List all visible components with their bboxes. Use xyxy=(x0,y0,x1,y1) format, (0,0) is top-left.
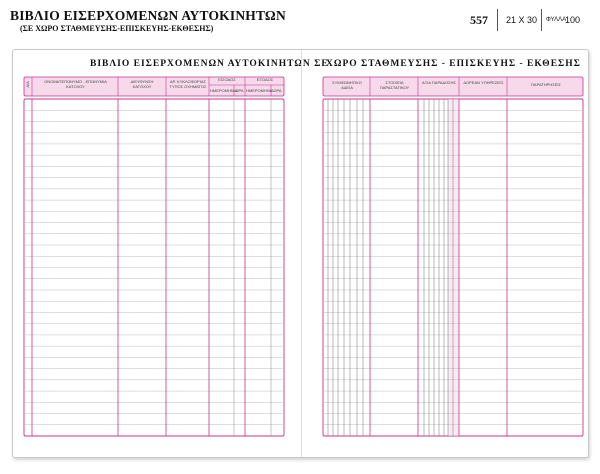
column-header-notes: ΠΑΡΑΤΗΡΗΣΕΙΣ xyxy=(531,82,561,87)
sheets-label: ΦΥΛΛΑ xyxy=(546,17,567,23)
column-header-entry: ΕΙΣΟΔΟΣ xyxy=(218,77,236,82)
column-header-owner: ΟΝΟΜΑΤΕΠΩΝΥΜΟ - ΕΠΩΝΥΜΙΑ ΚΑΤΟΧΟΥ xyxy=(44,79,107,89)
column-header-entry-date: ΗΜΕΡΟΜΗΝΙΑ xyxy=(210,88,238,93)
column-header-document: ΣΥΜΦΩΝΗΤΙΚΟ ΑΔΕΙΑ xyxy=(332,80,362,90)
right-page-grid xyxy=(302,50,589,457)
right-page xyxy=(301,50,589,457)
product-code: 557 xyxy=(470,13,488,27)
column-header-exit-time: ΩΡΑ xyxy=(273,88,282,93)
column-header-receipt: ΣΤΟΙΧΕΙΑ ΠΑΡΑΣΤΑΤΙΚΟΥ xyxy=(379,80,410,90)
left-page-title: ΒΙΒΛΙΟ ΕΙΣΕΡΧΟΜΕΝΩΝ ΑΥΤΟΚΙΝΗΤΩΝ ΣΕ xyxy=(90,59,329,69)
right-page-title: ΧΩΡΟ ΣΤΑΘΜΕΥΣΗΣ - ΕΠΙΣΚΕΥΗΣ - ΕΚΘΕΣΗΣ xyxy=(326,59,581,69)
left-page xyxy=(13,50,329,457)
column-header-address: ΔΙΕΥΘΥΝΣΗ ΚΑΤΟΧΟΥ xyxy=(130,79,154,89)
column-header-services: ΔΟΡΕΑΝ ΥΠΗΡΕΣΙΕΣ xyxy=(463,80,504,85)
left-page-grid xyxy=(13,50,300,457)
column-header-amount: ΑΞΙΑ ΠΑΡΑΔΟΣΗΣ xyxy=(421,80,457,85)
column-header-exit: ΕΞΟΔΟΣ xyxy=(256,77,274,82)
divider xyxy=(497,9,498,31)
divider xyxy=(541,9,542,31)
column-header-plate: ΑΡ. ΚΥΚΛΟΦΟΡΙΑΣ ΤΥΠΟΣ ΟΧΗΜΑΤΟΣ xyxy=(169,79,207,89)
open-book xyxy=(12,49,589,458)
column-header-entry-time: ΩΡΑ xyxy=(235,88,244,93)
column-header-exit-date: ΗΜΕΡΟΜΗΝΙΑ xyxy=(246,88,274,93)
paper-size: 21 Χ 30 xyxy=(506,15,538,25)
sheets-count: 100 xyxy=(565,15,581,25)
header-subtitle: (ΣΕ ΧΩΡΟ ΣΤΑΘΜΕΥΣΗΣ-ΕΠΙΣΚΕΥΗΣ-ΕΚΘΕΣΗΣ) xyxy=(20,24,214,33)
header-title: ΒΙΒΛΙΟ ΕΙΣΕΡΧΟΜΕΝΩΝ ΑΥΤΟΚΙΝΗΤΩΝ xyxy=(10,8,286,23)
column-header-number: Α/Α xyxy=(24,81,30,88)
